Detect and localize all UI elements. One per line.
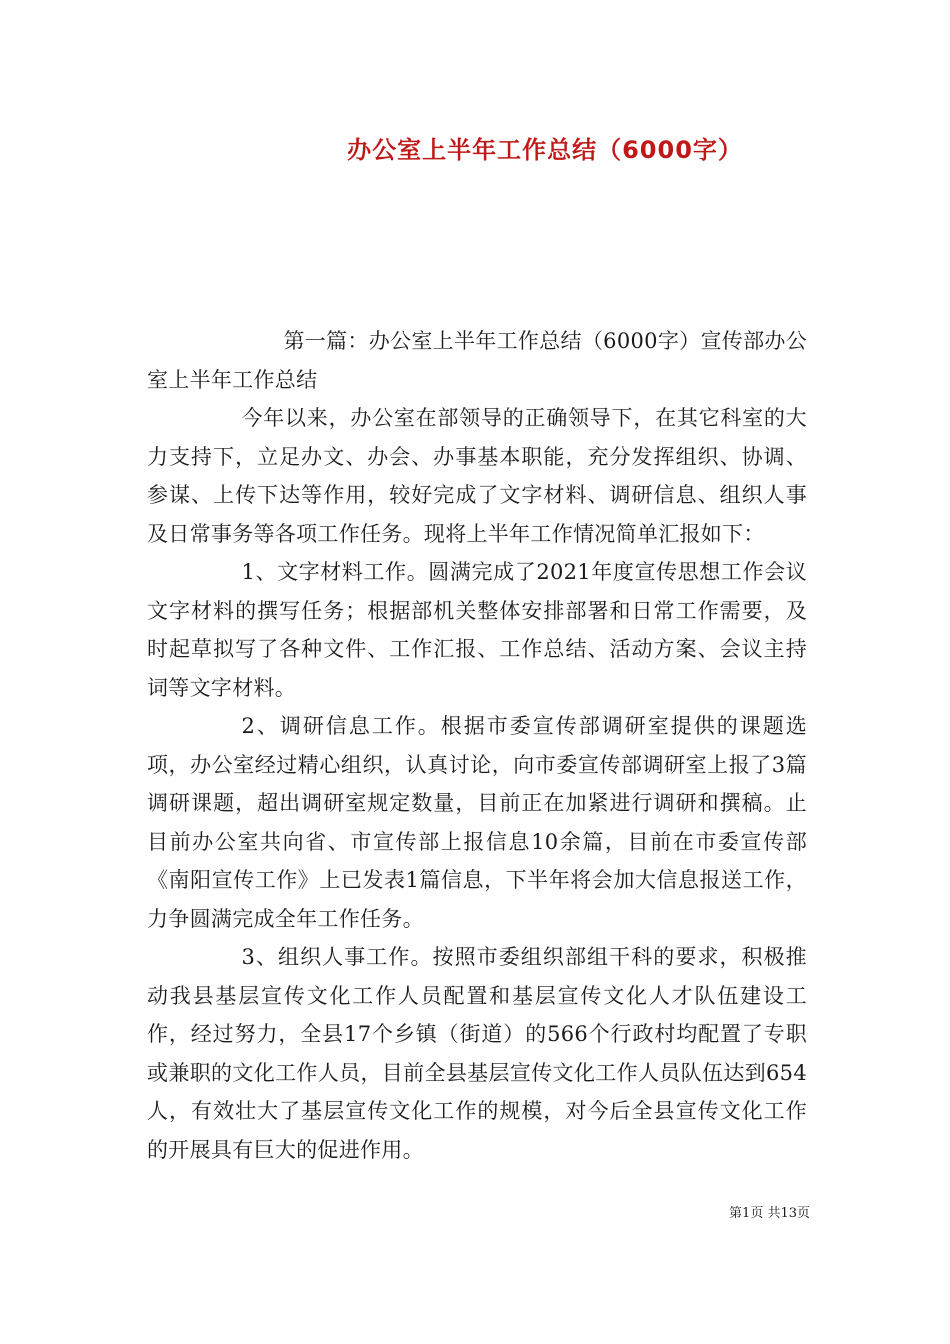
intro-paragraph: 今年以来，办公室在部领导的正确领导下，在其它科室的大力支持下，立足办文、办会、办事基本职能，充分发挥组织、协调、参谋、上传下达等作用，较好完成了文字材料、调研信息、组织人事及日常事务等各项工作任务。现将上半年工作情况简单汇报如下： <box>147 406 807 546</box>
document-title: 办公室上半年工作总结（6000字） <box>347 136 743 164</box>
paragraph-research-info: 2、调研信息工作。根据市委宣传部调研室提供的课题选项，办公室经过精心组织，认真讨论，向市委宣传部调研室上报了3篇调研课题，超出调研室规定数量，目前正在加紧进行调研和撰稿。止目前办公室共向省、市宣传部上报信息10余篇，目前在市委宣传部《南阳宣传工作》上已发表1篇信息，下半年将会加大信息报送工作，力争圆满完成全年工作任务。 <box>147 714 807 931</box>
page-number: 第1页 共13页 <box>729 1206 810 1221</box>
section-heading-paragraph: 第一篇：办公室上半年工作总结（6000字）宣传部办公室上半年工作总结 <box>147 329 807 392</box>
paragraph-writing-work: 1、文字材料工作。圆满完成了2021年度宣传思想工作会议文字材料的撰写任务；根据部机关整体安排部署和日常工作需要，及时起草拟写了各种文件、工作汇报、工作总结、活动方案、会议主持词等文字材料。 <box>147 560 807 700</box>
document-body <box>147 322 807 1169</box>
paragraph-personnel-work: 3、组织人事工作。按照市委组织部组干科的要求，积极推动我县基层宣传文化工作人员配置和基层宣传文化人才队伍建设工作，经过努力，全县17个乡镇（街道）的566个行政村均配置了专职或兼职的文化工作人员，目前全县基层宣传文化工作人员队伍达到654人，有效壮大了基层宣传文化工作的规模，对今后全县宣传文化工作的开展具有巨大的促进作用。 <box>147 945 807 1162</box>
